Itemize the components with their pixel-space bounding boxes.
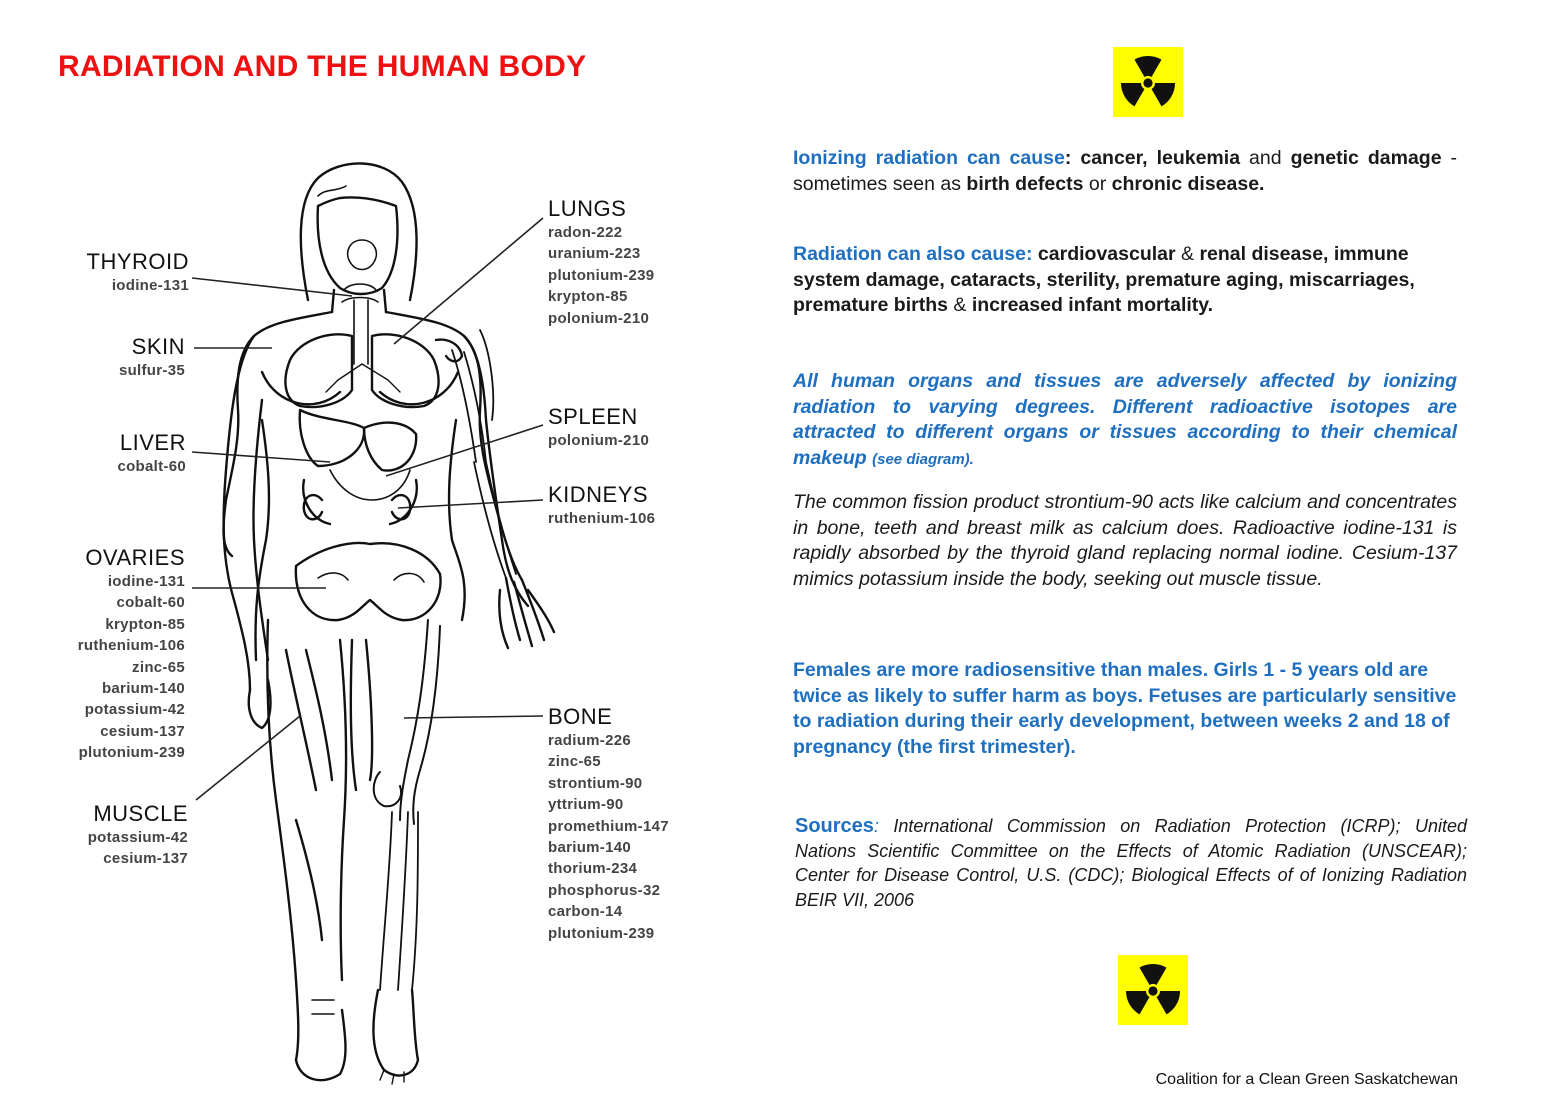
organ-name: LIVER bbox=[119, 430, 186, 455]
organ-label-lungs bbox=[548, 196, 654, 329]
effects-t2: and bbox=[1249, 147, 1282, 169]
organ-label-ovaries bbox=[78, 545, 185, 764]
organ-name: OVARIES bbox=[85, 545, 185, 570]
isotope-item: krypton-85 bbox=[105, 615, 185, 633]
effects-t7: chronic disease. bbox=[1111, 172, 1265, 195]
page-title: RADIATION AND THE HUMAN BODY bbox=[58, 50, 587, 83]
isotope-item: radium-226 bbox=[548, 732, 632, 749]
isotope-item: potassium-42 bbox=[84, 701, 185, 719]
sources-label: Sources bbox=[795, 815, 874, 837]
isotope-item: uranium-223 bbox=[548, 245, 641, 263]
isotope-item: yttrium-90 bbox=[548, 796, 624, 814]
organs-affected-main: All human organs and tissues are adversely affected by ionizing radiation to varying degrees. Different radioactive isotopes are attracted to different organs or tissues according to their chemical makeup bbox=[793, 370, 1457, 469]
organ-label-spleen bbox=[548, 404, 649, 451]
also-cause-paragraph bbox=[793, 242, 1457, 319]
isotope-item: ruthenium-106 bbox=[77, 637, 185, 655]
isotope-item: promethium-147 bbox=[548, 817, 669, 835]
organ-label-thyroid bbox=[87, 249, 190, 296]
effects-t4: - sometimes seen as bbox=[793, 147, 1458, 195]
isotope-item: zinc-65 bbox=[132, 658, 185, 676]
also-cause-t4: & bbox=[953, 294, 967, 316]
organ-name: SPLEEN bbox=[548, 404, 638, 429]
organ-label-bone bbox=[548, 704, 669, 944]
isotope-item: polonium-210 bbox=[548, 309, 650, 327]
isotope-item: phosphorus-32 bbox=[548, 881, 661, 899]
sources-colon: : bbox=[873, 816, 879, 836]
isotope-item: thorium-234 bbox=[548, 860, 638, 878]
isotope-item: radon-222 bbox=[548, 224, 623, 241]
sources-paragraph bbox=[795, 814, 1467, 912]
isotope-item: krypton-85 bbox=[548, 288, 628, 306]
human-body-diagram bbox=[0, 0, 760, 1118]
isotope-item: plutonium-239 bbox=[548, 266, 655, 284]
radiation-trefoil-icon bbox=[1113, 47, 1183, 117]
effects-t1: cancer, leukemia bbox=[1080, 147, 1241, 169]
also-cause-t1: cardiovascular bbox=[1037, 243, 1176, 265]
effects-t5: birth defects bbox=[966, 172, 1084, 195]
isotope-item: plutonium-239 bbox=[78, 744, 185, 762]
organ-name: LUNGS bbox=[548, 196, 627, 221]
organ-label-muscle bbox=[88, 801, 188, 870]
isotope-item: polonium-210 bbox=[548, 432, 650, 449]
isotope-item: iodine-131 bbox=[107, 573, 185, 590]
see-diagram-note: (see diagram). bbox=[872, 450, 974, 468]
isotope-item: potassium-42 bbox=[87, 829, 188, 846]
also-cause-t2: & bbox=[1181, 243, 1195, 265]
effects-t6: or bbox=[1088, 172, 1107, 195]
organ-name: BONE bbox=[548, 704, 613, 729]
also-cause-lead: Radiation can also cause: bbox=[793, 243, 1033, 265]
isotope-item: iodine-131 bbox=[111, 277, 189, 294]
effects-t3: genetic damage bbox=[1290, 147, 1442, 169]
effects-lead: Ionizing radiation can cause bbox=[793, 147, 1065, 169]
organ-name: THYROID bbox=[86, 249, 189, 274]
organ-label-kidneys bbox=[548, 482, 655, 529]
isotope-item: strontium-90 bbox=[548, 774, 643, 792]
organs-affected-paragraph bbox=[793, 369, 1457, 472]
isotope-item: cobalt-60 bbox=[117, 458, 186, 475]
isotope-item: sulfur-35 bbox=[118, 362, 185, 379]
isotope-item: cobalt-60 bbox=[116, 594, 185, 612]
isotope-behaviour-paragraph: The common fission product strontium-90 acts like calcium and concentrates in bone, teeth and breast milk as calcium does. Radioactive iodine-131 is rapidly absorbed by the thyroid gland replacing normal iodine. Cesium-137 mimics potassium inside the body, seeking out muscle tissue. bbox=[793, 491, 1457, 590]
isotope-item: ruthenium-106 bbox=[548, 510, 656, 527]
also-cause-t5: increased infant mortality. bbox=[971, 294, 1214, 316]
isotope-item: carbon-14 bbox=[548, 903, 623, 921]
isotope-item: cesium-137 bbox=[103, 850, 188, 868]
female-sensitivity-paragraph: Females are more radiosensitive than males. Girls 1 - 5 years old are twice as likely to suffer harm as boys. Fetuses are particularly sensitive to radiation during their early development, between weeks 2 and 18 of pregnancy (the first trimester). bbox=[793, 659, 1457, 758]
isotope-item: plutonium-239 bbox=[548, 924, 655, 942]
isotope-item: barium-140 bbox=[548, 839, 632, 857]
effects-colon: : bbox=[1064, 147, 1072, 169]
organ-name: KIDNEYS bbox=[548, 482, 649, 507]
organ-label-skin bbox=[119, 334, 185, 381]
isotope-item: cesium-137 bbox=[100, 722, 185, 740]
organ-name: MUSCLE bbox=[93, 801, 188, 826]
organ-name: SKIN bbox=[131, 334, 185, 359]
isotope-item: barium-140 bbox=[101, 680, 185, 698]
sources-body: International Commission on Radiation Protection (ICRP); United Nations Scientific Committee on the Effects of Atomic Radiation (UNSCEAR); Center for Disease Control, U.S. (CDC); Biological Effects of of Ionizing Radiation BEIR VII, 2006 bbox=[795, 816, 1467, 910]
isotope-item: zinc-65 bbox=[548, 753, 601, 771]
organ-label-liver bbox=[117, 430, 186, 477]
effects-paragraph bbox=[793, 146, 1457, 197]
footer-credit: Coalition for a Clean Green Saskatchewan bbox=[1155, 1071, 1458, 1088]
radiation-trefoil-icon bbox=[1118, 955, 1188, 1025]
also-cause-t3: renal disease, immune system damage, cataracts, sterility, premature aging, miscarriages, premature births bbox=[793, 243, 1415, 316]
